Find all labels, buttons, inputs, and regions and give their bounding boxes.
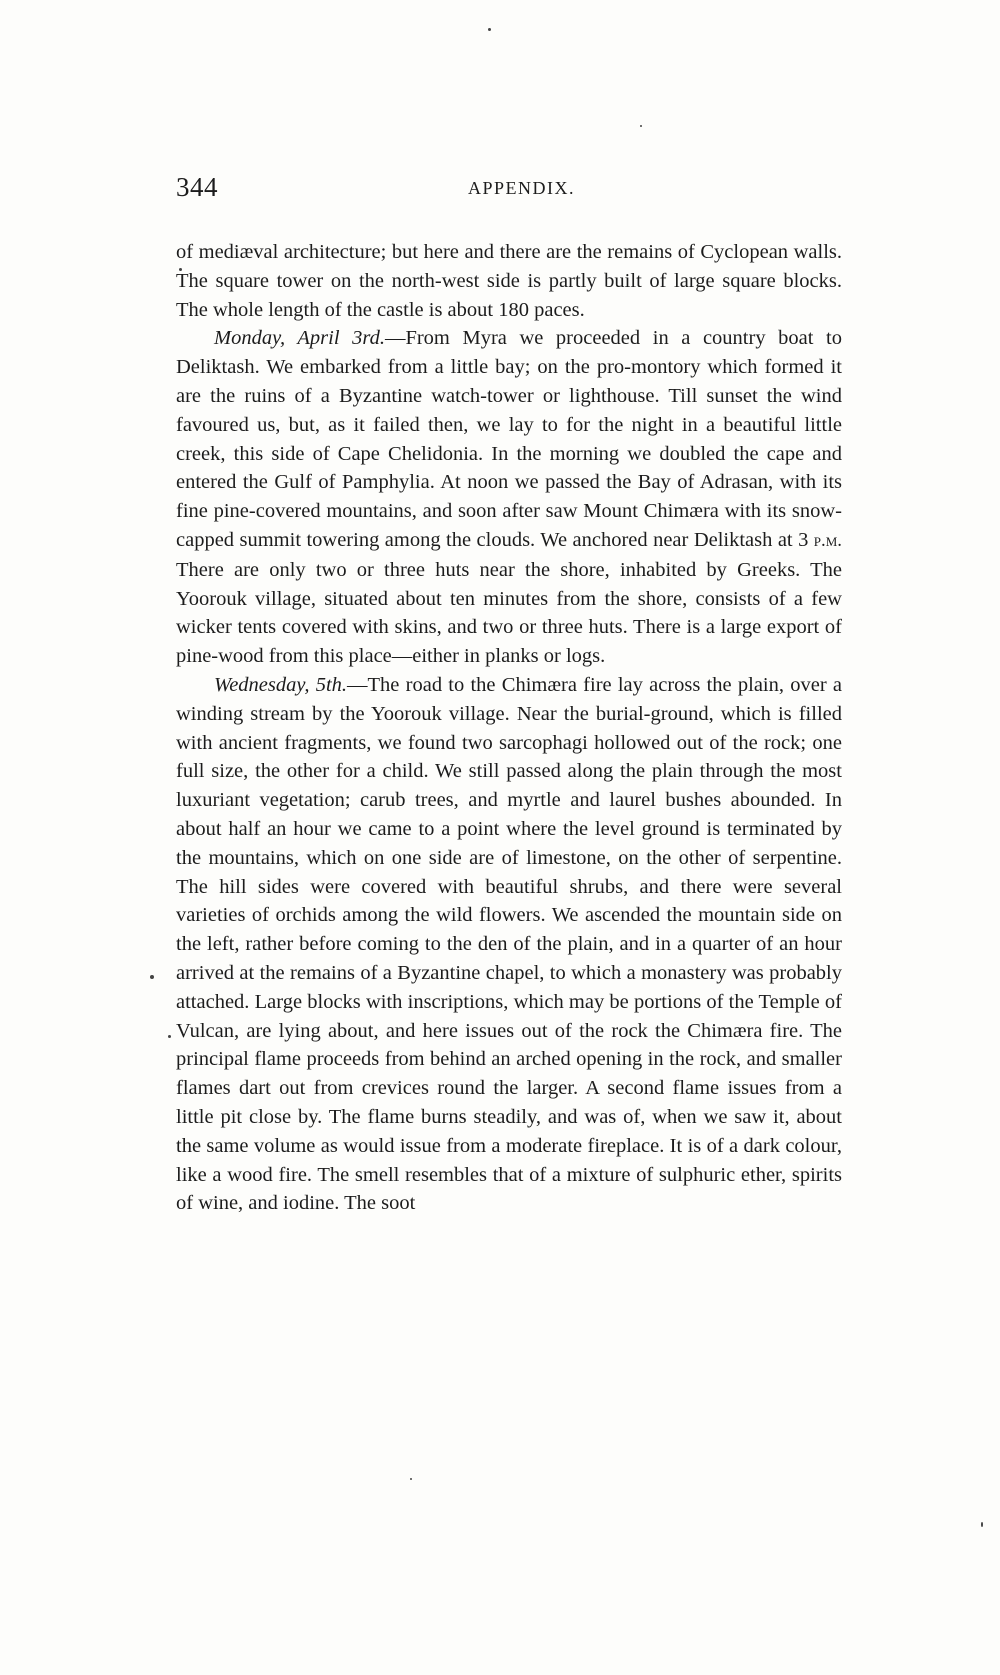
paragraph-continuation: of mediæval architecture; but here and there are the remains of Cyclopean walls. The square tower on the north-west side is partly built of large square blocks. The whole length of the castle is about 180 paces. — [176, 241, 842, 321]
paragraph-text: —The road to the Chimæra fire lay across the plain, over a winding stream by the Yoorouk village. Near the burial-ground, which is filled with ancient fragments, we found two sarcophagi hollowed out of the rock; one full size, the other for a child. We still passed along the plain through the most luxuriant vegetation; carub trees, and myrtle and laurel bushes abounded. In about half an hour we came to a point where the level ground is terminated by the mountains, which on one side are of limestone, on the other of serpentine. The hill sides were covered with beautiful shrubs, and there were several varieties of orchids among the wild flowers. We ascended the mountain side on the left, rather before coming to the den of the plain, and in a quarter of an hour arrived at the remains of a Byzantine chapel, to which a monastery was probably attached. Large blocks with inscriptions, which may be portions of the Temple of Vulcan, are lying about, and here issues out of the rock the Chimæra fire. The principal flame proceeds from behind an arched opening in the rock, and smaller flames dart out from crevices round the larger. A second flame issues from a little pit close by. The flame burns steadily, and was of, when we saw it, about the same volume as would issue from a moderate fireplace. It is of a dark colour, like a wood fire. The smell resembles that of a mixture of sulphuric ether, spirits of wine, and iodine. The soot — [176, 673, 842, 1215]
paragraph-text: —From Myra we proceeded in a country boat to Deliktash. We embarked from a little bay; on the pro-montory which formed it are the ruins of a Byzantine watch-tower or lighthouse. Till sunset the wind favoured us, but, as it failed then, we lay to for the night in a beautiful little creek, this side of Cape Chelidonia. In the morning we doubled the cape and entered the Gulf of Pamphylia. At noon we passed the Bay of Adrasan, with its fine pine-covered mountains, and soon after saw Mount Chimæra with its snow-capped summit towering among the clouds. We anchored near Deliktash at 3 — [176, 327, 842, 551]
scan-speck — [981, 1522, 983, 1527]
page-number: 344 — [176, 172, 218, 202]
body-text — [176, 238, 842, 1218]
time-abbreviation: p.m. — [813, 529, 843, 551]
scan-speck — [168, 1035, 171, 1038]
scan-speck — [410, 1478, 412, 1480]
scan-speck — [640, 125, 642, 127]
entry-date: Monday, April 3rd. — [214, 327, 385, 350]
page-header — [176, 172, 846, 212]
paragraph-monday — [176, 324, 842, 671]
scan-speck — [150, 975, 154, 979]
paragraph-wednesday — [176, 671, 842, 1218]
running-head: APPENDIX. — [468, 178, 576, 198]
paragraph-text: There are only two or three huts near the shore, inhabited by Greeks. The Yoorouk village, situated about ten minutes from the shore, consists of a few wicker tents covered with skins, and two or three huts. There is a large export of pine-wood from this place—either in planks or logs. — [176, 558, 842, 668]
entry-date: Wednesday, 5th. — [214, 673, 348, 696]
scan-speck — [488, 28, 491, 31]
